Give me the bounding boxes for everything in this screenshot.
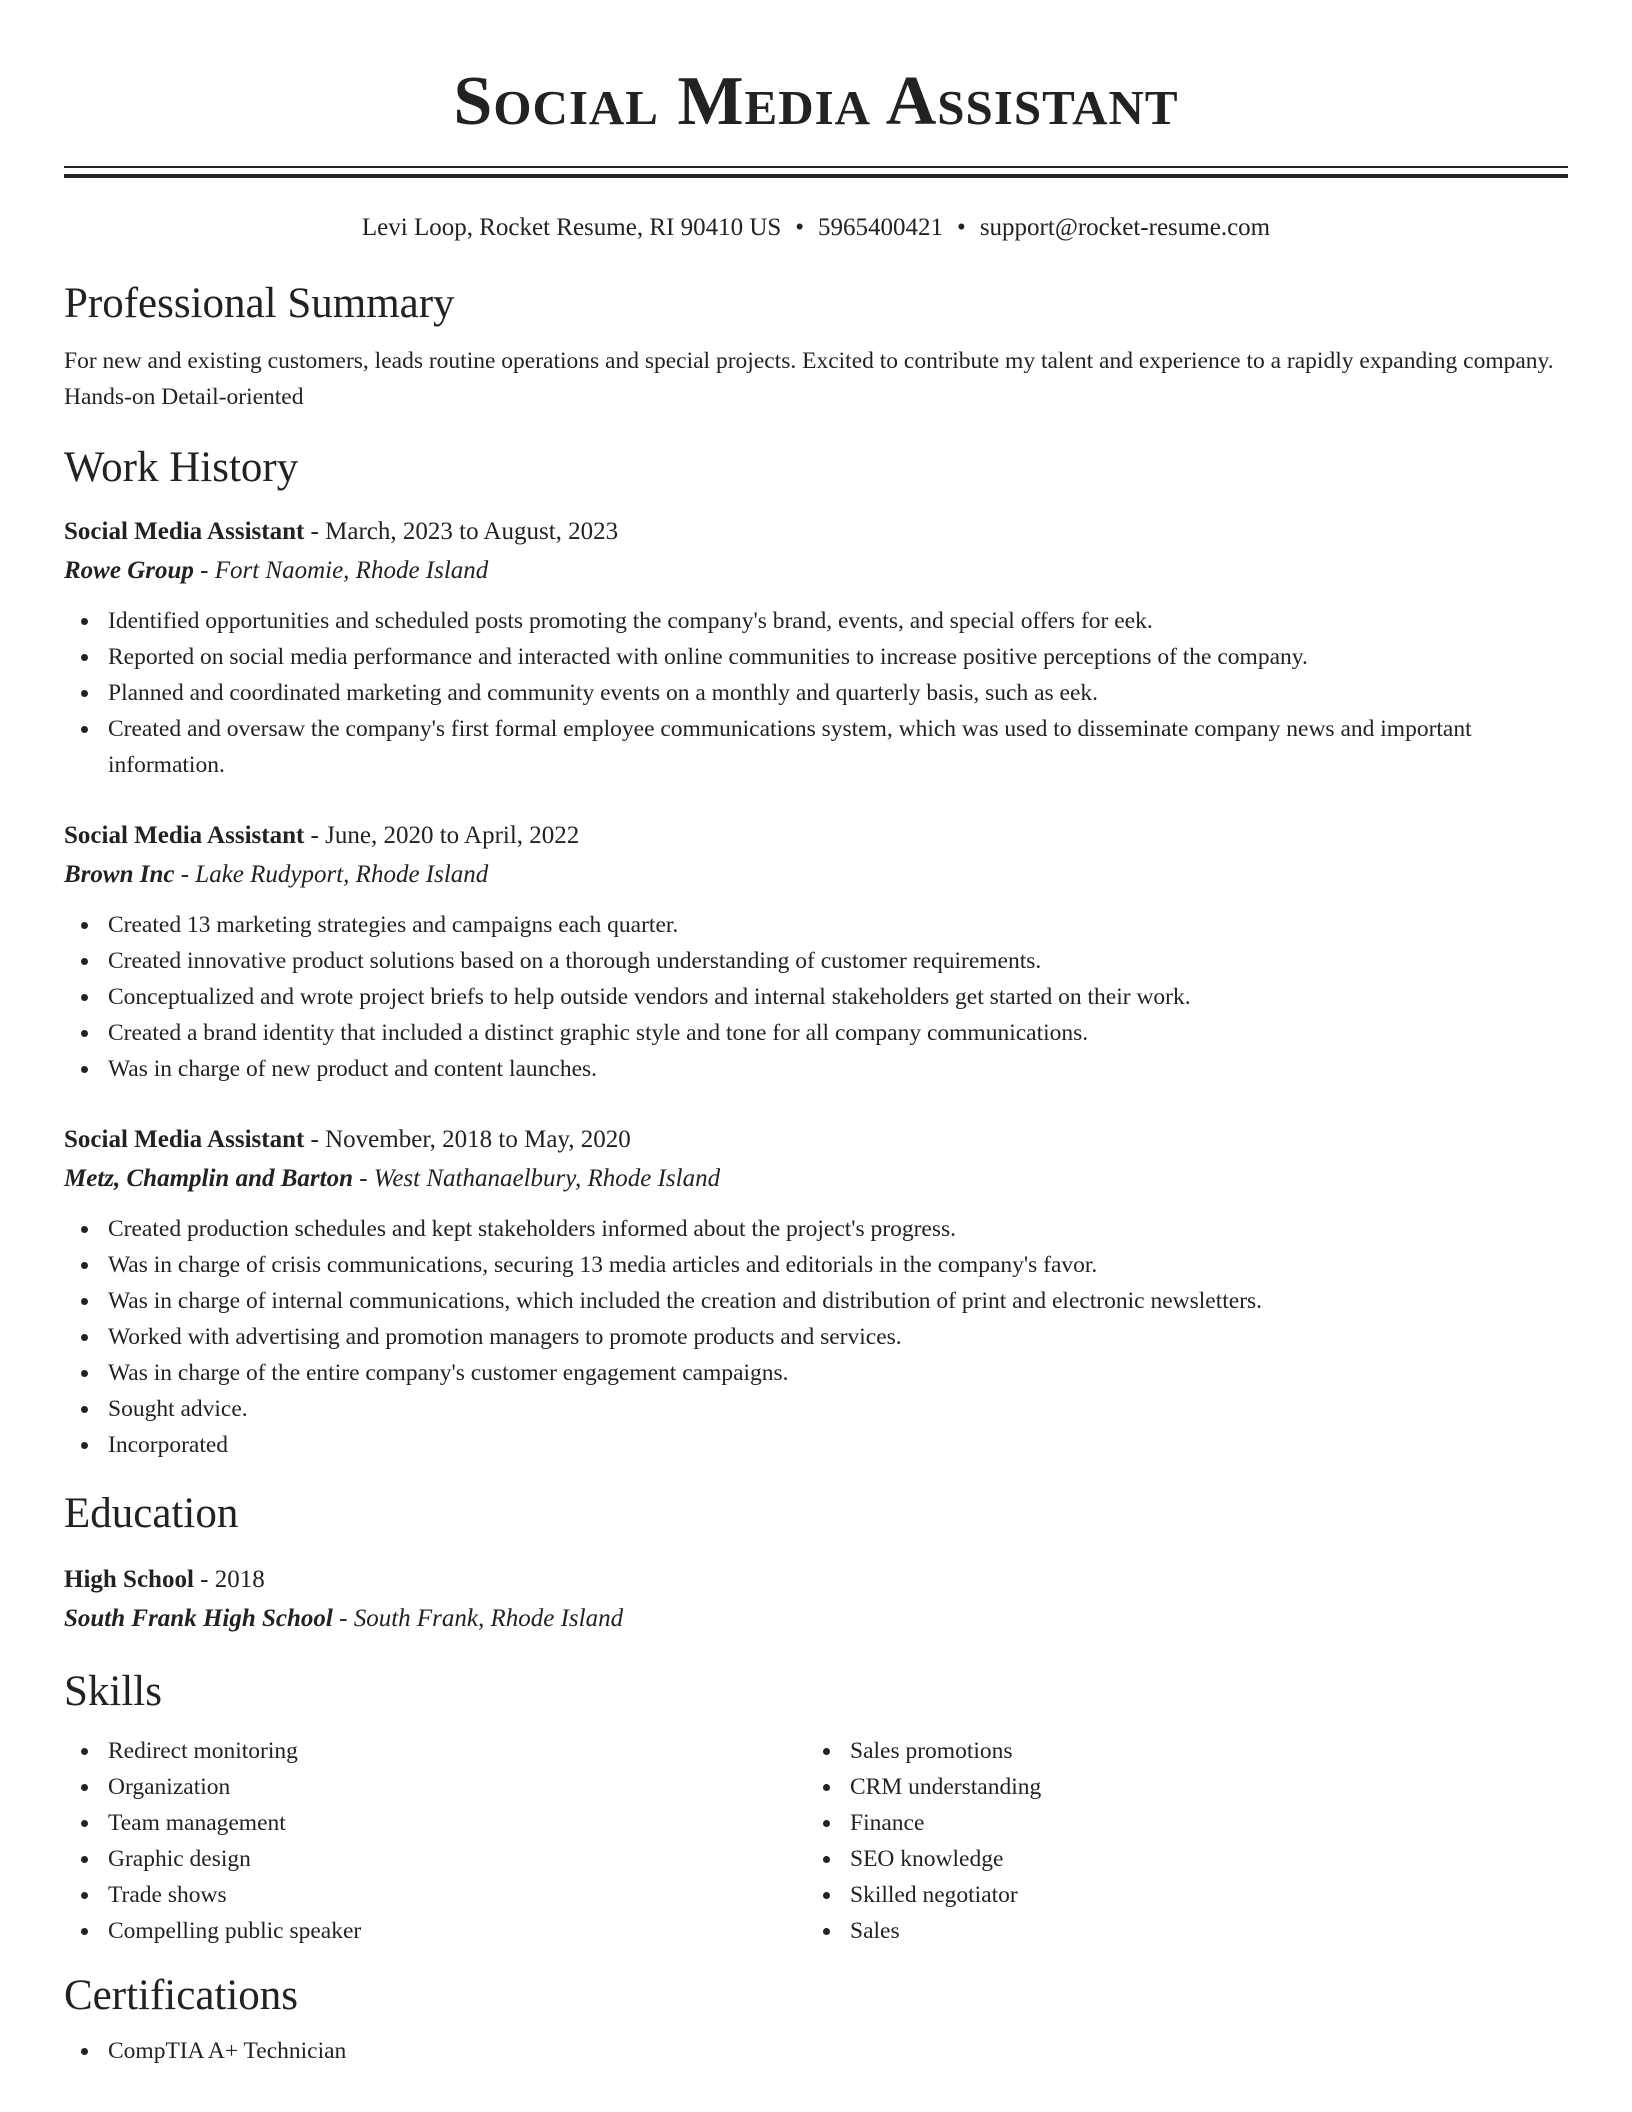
- job-bullets: [64, 907, 1568, 1087]
- job-bullet: Was in charge of new product and content launches.: [64, 1051, 1568, 1087]
- skill-item: CRM understanding: [806, 1769, 1548, 1805]
- education-school-line: [64, 1599, 1568, 1639]
- job-entry: [64, 817, 1568, 1087]
- job-dates: - November, 2018 to May, 2020: [304, 1126, 631, 1153]
- skill-item: Finance: [806, 1805, 1548, 1841]
- title-divider-thin: [64, 166, 1568, 168]
- job-bullet: Sought advice.: [64, 1391, 1568, 1427]
- job-bullets: [64, 1211, 1568, 1463]
- job-bullet: Incorporated: [64, 1427, 1568, 1463]
- job-company: Rowe Group: [64, 557, 194, 584]
- job-role: Social Media Assistant: [64, 822, 305, 849]
- job-bullet: Created and oversaw the company's first formal employee communications system, which was used to disseminate company news and important information.: [64, 711, 1568, 783]
- job-dates: - March, 2023 to August, 2023: [304, 518, 619, 545]
- job-title-line: [64, 513, 1568, 551]
- job-bullet: Conceptualized and wrote project briefs to help outside vendors and internal stakeholders get started on their work.: [64, 979, 1568, 1015]
- job-company-line: [64, 551, 1568, 591]
- skill-item: Skilled negotiator: [806, 1877, 1548, 1913]
- skills-list-right: [806, 1733, 1548, 1949]
- job-company: Brown Inc: [64, 861, 175, 888]
- job-dates: - June, 2020 to April, 2022: [304, 822, 580, 849]
- certifications-heading: Certifications: [64, 1972, 299, 2019]
- education-location: - South Frank, Rhode Island: [332, 1605, 624, 1632]
- title-divider-thick: [64, 174, 1568, 178]
- skill-item: Graphic design: [64, 1841, 806, 1877]
- skill-item: SEO knowledge: [806, 1841, 1548, 1877]
- job-title-line: [64, 817, 1568, 855]
- job-role: Social Media Assistant: [64, 1126, 305, 1153]
- contact-address: Levi Loop, Rocket Resume, RI 90410 US: [361, 214, 782, 241]
- contact-separator: •: [957, 214, 966, 241]
- job-location: - Fort Naomie, Rhode Island: [193, 557, 489, 584]
- contact-line: [64, 213, 1568, 243]
- job-bullet: Worked with advertising and promotion managers to promote products and services.: [64, 1319, 1568, 1355]
- education-degree: High School: [64, 1566, 194, 1593]
- job-role: Social Media Assistant: [64, 518, 305, 545]
- job-title-line: [64, 1121, 1568, 1159]
- job-bullet: Was in charge of crisis communications, securing 13 media articles and editorials in the company's favor.: [64, 1247, 1568, 1283]
- certification-item: CompTIA A+ Technician: [64, 2033, 1568, 2069]
- education-year: - 2018: [193, 1566, 265, 1593]
- skill-item: Team management: [64, 1805, 806, 1841]
- job-bullet: Planned and coordinated marketing and community events on a monthly and quarterly basis, such as eek.: [64, 675, 1568, 711]
- job-company-line: [64, 1159, 1568, 1199]
- job-bullet: Created innovative product solutions based on a thorough understanding of customer requirements.: [64, 943, 1568, 979]
- job-company: Metz, Champlin and Barton: [64, 1165, 353, 1192]
- skills-list-left: [64, 1733, 806, 1949]
- skills-heading: Skills: [64, 1668, 162, 1715]
- job-bullet: Was in charge of the entire company's customer engagement campaigns.: [64, 1355, 1568, 1391]
- resume-title: Social Media Assistant: [453, 63, 1179, 140]
- job-bullet: Created 13 marketing strategies and campaigns each quarter.: [64, 907, 1568, 943]
- education-entry: [64, 1561, 1568, 1639]
- job-entry: [64, 513, 1568, 783]
- skill-item: Trade shows: [64, 1877, 806, 1913]
- skills-columns: [64, 1733, 1568, 1949]
- job-entry: [64, 1121, 1568, 1463]
- job-bullet: Identified opportunities and scheduled posts promoting the company's brand, events, and special offers for eek.: [64, 603, 1568, 639]
- contact-separator: •: [795, 214, 805, 241]
- job-location: - West Nathanaelbury, Rhode Island: [352, 1165, 721, 1192]
- job-bullet: Created a brand identity that included a distinct graphic style and tone for all company communications.: [64, 1015, 1568, 1051]
- resume-page: [64, 0, 1568, 2069]
- education-school: South Frank High School: [64, 1605, 333, 1632]
- skill-item: Organization: [64, 1769, 806, 1805]
- job-bullets: [64, 603, 1568, 783]
- skill-item: Sales promotions: [806, 1733, 1548, 1769]
- job-bullet: Reported on social media performance and interacted with online communities to increase positive perceptions of the company.: [64, 639, 1568, 675]
- work-history-heading: Work History: [64, 444, 299, 491]
- education-heading: Education: [64, 1490, 239, 1537]
- job-location: - Lake Rudyport, Rhode Island: [174, 861, 489, 888]
- job-bullet: Created production schedules and kept stakeholders informed about the project's progress.: [64, 1211, 1568, 1247]
- skill-item: Redirect monitoring: [64, 1733, 806, 1769]
- summary-text: For new and existing customers, leads routine operations and special projects. Excited to contribute my talent and experience to a rapidly expanding company. Hands-on Detail-oriented: [64, 348, 1554, 410]
- summary-heading: Professional Summary: [64, 280, 455, 327]
- education-degree-line: [64, 1561, 1568, 1599]
- skill-item: Compelling public speaker: [64, 1913, 806, 1949]
- contact-phone: 5965400421: [818, 214, 944, 241]
- skill-item: Sales: [806, 1913, 1548, 1949]
- job-bullet: Was in charge of internal communications, which included the creation and distribution of print and electronic newsletters.: [64, 1283, 1568, 1319]
- certifications-list: [64, 2033, 1568, 2069]
- contact-email: support@rocket-resume.com: [979, 214, 1271, 241]
- job-company-line: [64, 855, 1568, 895]
